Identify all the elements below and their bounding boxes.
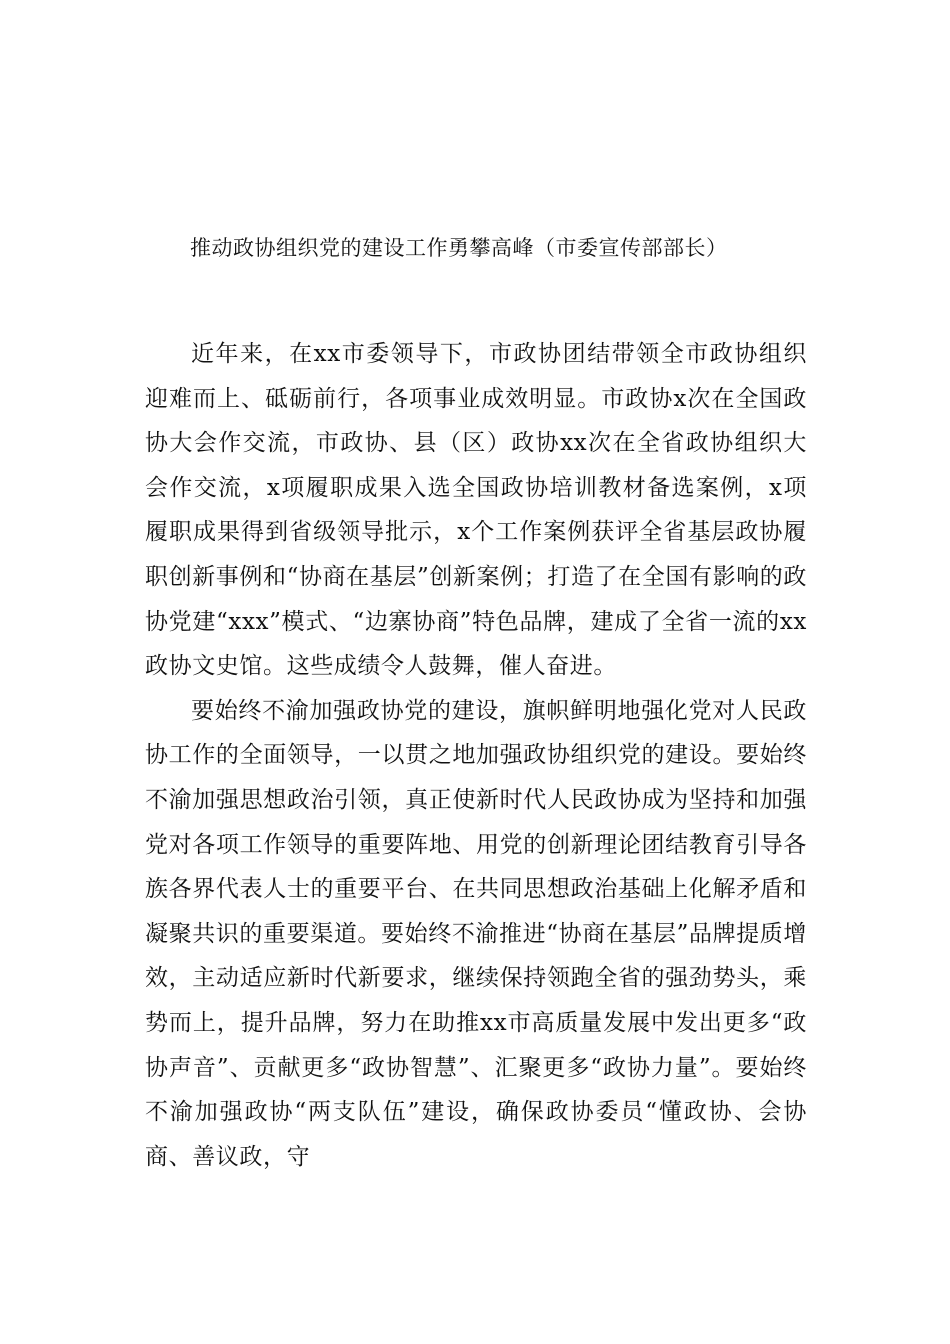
paragraph-1: 近年来，在xx市委领导下，市政协团结带领全市政协组织迎难而上、砥砺前行，各项事业成效明显。市政协x次在全国政协大会作交流，市政协、县（区）政协xx次在全省政协组织大会作交流，x项履职成果入选全国政协培训教材备选案例，x项履职成果得到省级领导批示，x个工作案例获评全省基层政协履职创新事例和“协商在基层”创新案例；打造了在全国有影响的政协党建“xxx”模式、“边寨协商”特色品牌，建成了全省一流的xx政协文史馆。这些成绩令人鼓舞，催人奋进。: [145, 341, 807, 680]
document-body: [145, 332, 807, 1179]
paragraph-2: 要始终不渝加强政协党的建设，旗帜鲜明地强化党对人民政协工作的全面领导，一以贯之地加强政协组织党的建设。要始终不渝加强思想政治引领，真正使新时代人民政协成为坚持和加强党对各项工作领导的重要阵地、用党的创新理论团结教育引导各族各界代表人士的重要平台、在共同思想政治基础上化解矛盾和凝聚共识的重要渠道。要始终不渝推进“协商在基层”品牌提质增效，主动适应新时代新要求，继续保持领跑全省的强劲势头，乘势而上，提升品牌，努力在助推xx市高质量发展中发出更多“政协声音”、贡献更多“政协智慧”、汇聚更多“政协力量”。要始终不渝加强政协“两支队伍”建设，确保政协委员“懂政协、会协商、善议政，守: [145, 697, 807, 1170]
document-title: 推动政协组织党的建设工作勇攀高峰（市委宣传部部长）: [190, 236, 728, 260]
